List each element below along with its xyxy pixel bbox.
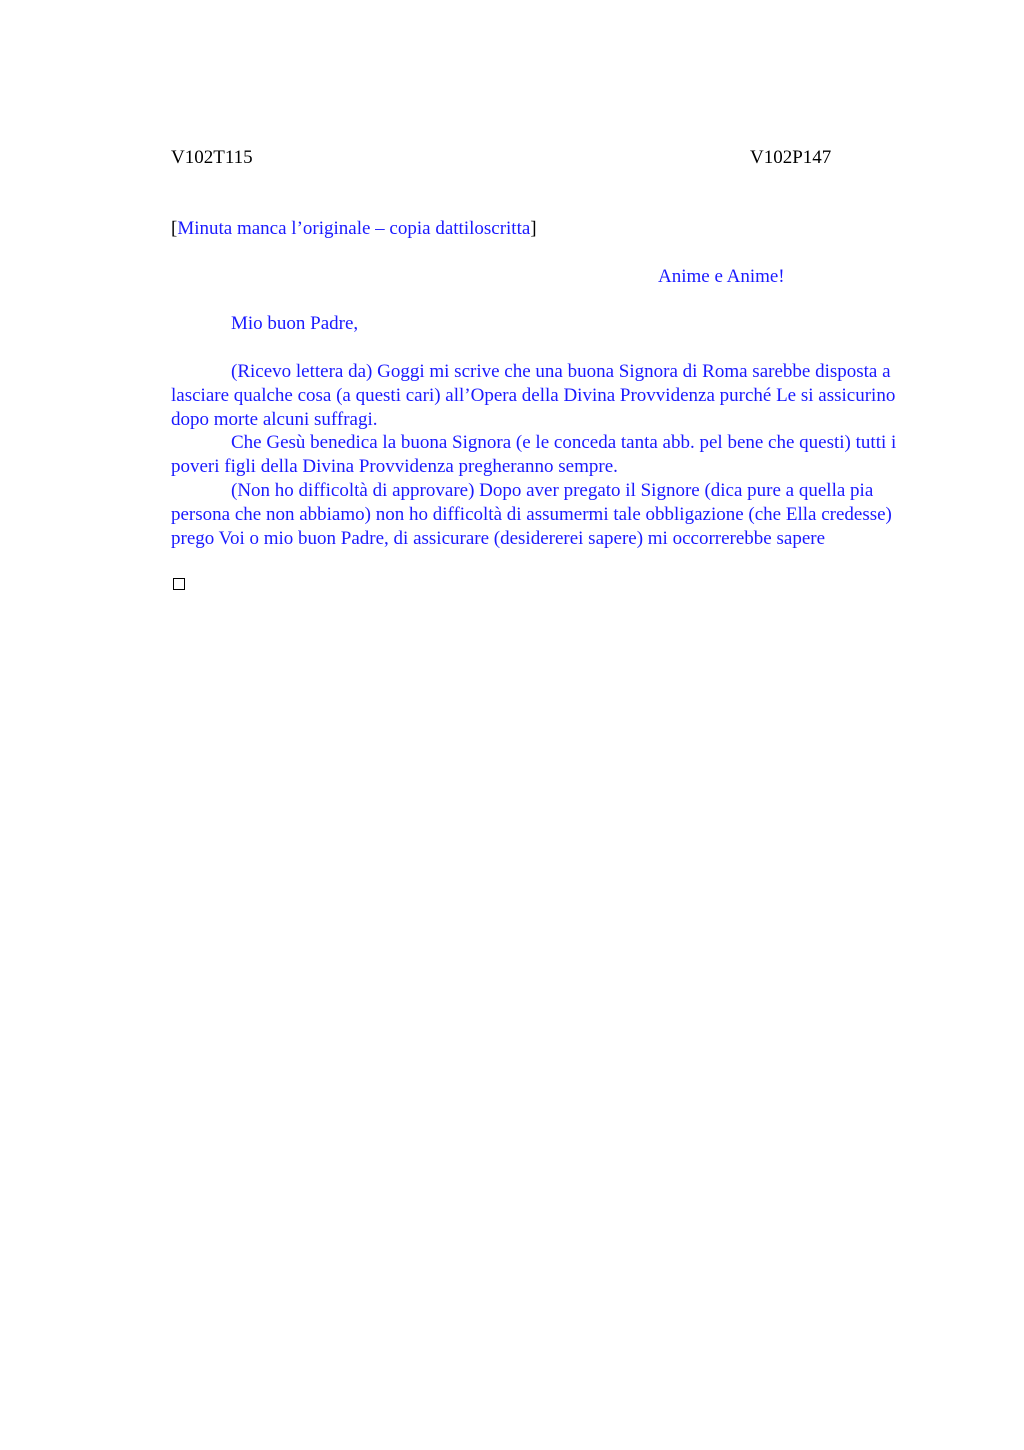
document-code-left: V102T115 bbox=[171, 147, 253, 168]
letter-paragraph-3: (Non ho difficoltà di approvare) Dopo aver pregato il Signore (dica pure a quella pia persona che non abbiamo) non ho difficoltà di assumermi tale obbligazione (che Ella credesse) prego Voi o mio buon Padre, di assicurare (desidererei sapere) mi occorrerebbe sapere bbox=[171, 479, 892, 549]
motto-line: Anime e Anime! bbox=[658, 266, 785, 287]
letter-body bbox=[171, 360, 916, 550]
note-text: Minuta manca l’originale – copia dattiloscritta bbox=[177, 218, 531, 239]
salutation: Mio buon Padre, bbox=[231, 313, 359, 334]
letter-paragraph-2: Che Gesù benedica la buona Signora (e le conceda tanta abb. pel bene che questi) tutti i poveri figli della Divina Provvidenza pregheranno sempre. bbox=[171, 432, 897, 478]
document-code-right: V102P147 bbox=[750, 147, 832, 168]
editorial-note bbox=[171, 217, 537, 241]
note-open-bracket: [ bbox=[171, 218, 178, 239]
letter-paragraph-1: (Ricevo lettera da) Goggi mi scrive che una buona Signora di Roma sarebbe disposta a lasciare qualche cosa (a questi cari) all’Opera della Divina Provvidenza purché Le si assicurino dopo morte alcuni suffragi. bbox=[171, 361, 896, 430]
empty-square-icon bbox=[173, 578, 185, 590]
note-close-bracket: ] bbox=[530, 218, 537, 239]
